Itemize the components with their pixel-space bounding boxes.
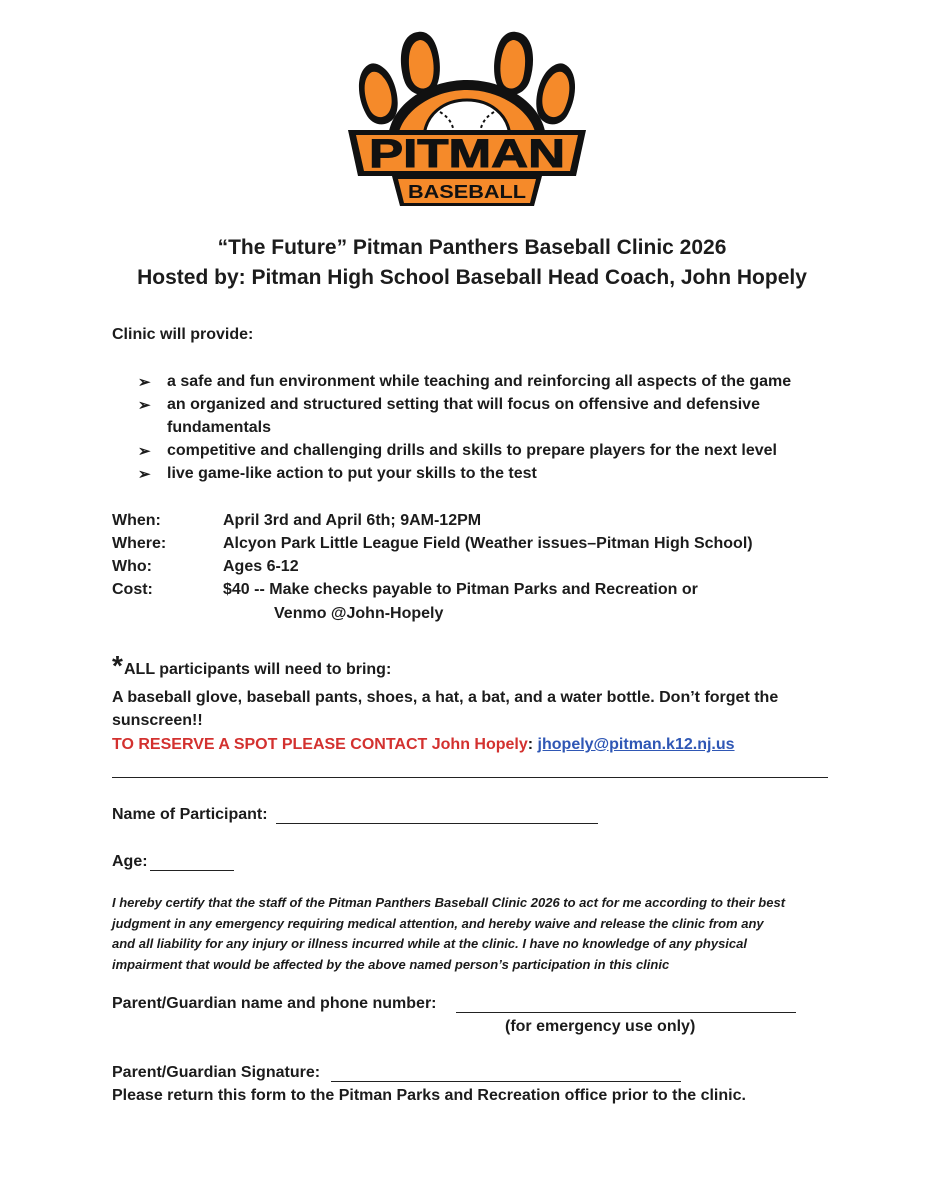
waiver-line: impairment that would be affected by the above named person’s participation in this clinic xyxy=(112,956,670,972)
section-divider xyxy=(112,777,828,778)
return-instructions: Please return this form to the Pitman Parks and Recreation office prior to the clinic. xyxy=(112,1087,746,1104)
bullet-item: competitive and challenging drills and skills to prepare players for the next level xyxy=(167,442,777,459)
when-label: When: xyxy=(112,512,161,529)
where-value: Alcyon Park Little League Field (Weather issues–Pitman High School) xyxy=(223,535,753,552)
paw-baseball-icon xyxy=(359,32,575,138)
cost-label: Cost: xyxy=(112,581,153,598)
participant-age-field[interactable] xyxy=(150,870,234,871)
asterisk-mark: * xyxy=(112,650,123,681)
parent-contact-field[interactable] xyxy=(456,1012,796,1013)
liability-waiver xyxy=(112,893,836,975)
reserve-callout: TO RESERVE A SPOT PLEASE CONTACT John Hopely xyxy=(112,736,528,753)
waiver-line: I hereby certify that the staff of the Pitman Panthers Baseball Clinic 2026 to act for me according to their best xyxy=(112,895,786,910)
clinic-intro: Clinic will provide: xyxy=(112,326,254,343)
cost-venmo: Venmo @John-Hopely xyxy=(274,605,444,622)
signature-field[interactable] xyxy=(331,1081,681,1082)
logo-sub-text: BASEBALL xyxy=(408,182,527,202)
bring-list: A baseball glove, baseball pants, shoes, a hat, a bat, and a water bottle. Don’t forget the xyxy=(112,689,779,706)
waiver-line: judgment in any emergency requiring medical attention, and hereby waive and release the clinic from any xyxy=(112,915,764,931)
waiver-line: and all liability for any injury or illness incurred while at the clinic. I have no knowledge of any physical xyxy=(112,936,747,951)
reserve-line xyxy=(112,736,735,754)
participant-name-label: Name of Participant: xyxy=(112,806,268,823)
parent-contact-label: Parent/Guardian name and phone number: xyxy=(112,995,437,1012)
contact-email-link[interactable]: jhopely@pitman.k12.nj.us xyxy=(537,736,735,753)
who-value: Ages 6-12 xyxy=(223,558,299,575)
bullet-arrow-icon: ➢ xyxy=(138,374,151,391)
bullet-item: live game-like action to put your skills to the test xyxy=(167,465,537,482)
reserve-colon: : xyxy=(527,736,538,753)
bring-heading: ALL participants will need to bring: xyxy=(124,661,392,678)
participant-name-field[interactable] xyxy=(276,823,598,824)
logo-main-text: PITMAN xyxy=(369,132,565,176)
bullet-arrow-icon: ➢ xyxy=(138,443,151,460)
bullet-arrow-icon: ➢ xyxy=(138,466,151,483)
when-value: April 3rd and April 6th; 9AM-12PM xyxy=(223,512,482,529)
bullet-item: a safe and fun environment while teaching and reinforcing all aspects of the game xyxy=(167,373,792,390)
bullet-arrow-icon: ➢ xyxy=(138,397,151,414)
pitman-baseball-logo xyxy=(340,22,594,228)
page-title: “The Future” Pitman Panthers Baseball Clinic 2026 xyxy=(217,236,727,259)
bring-list-continuation: sunscreen!! xyxy=(112,712,203,729)
bullet-item-continuation: fundamentals xyxy=(167,419,272,436)
where-label: Where: xyxy=(112,535,167,552)
participant-age-label: Age: xyxy=(112,853,148,870)
bullet-item: an organized and structured setting that will focus on offensive and defensive xyxy=(167,396,760,413)
page-subtitle: Hosted by: Pitman High School Baseball Head Coach, John Hopely xyxy=(137,266,807,289)
who-label: Who: xyxy=(112,558,152,575)
cost-value: $40 -- Make checks payable to Pitman Parks and Recreation or xyxy=(223,581,698,598)
emergency-note: (for emergency use only) xyxy=(505,1018,696,1035)
signature-label: Parent/Guardian Signature: xyxy=(112,1064,321,1081)
